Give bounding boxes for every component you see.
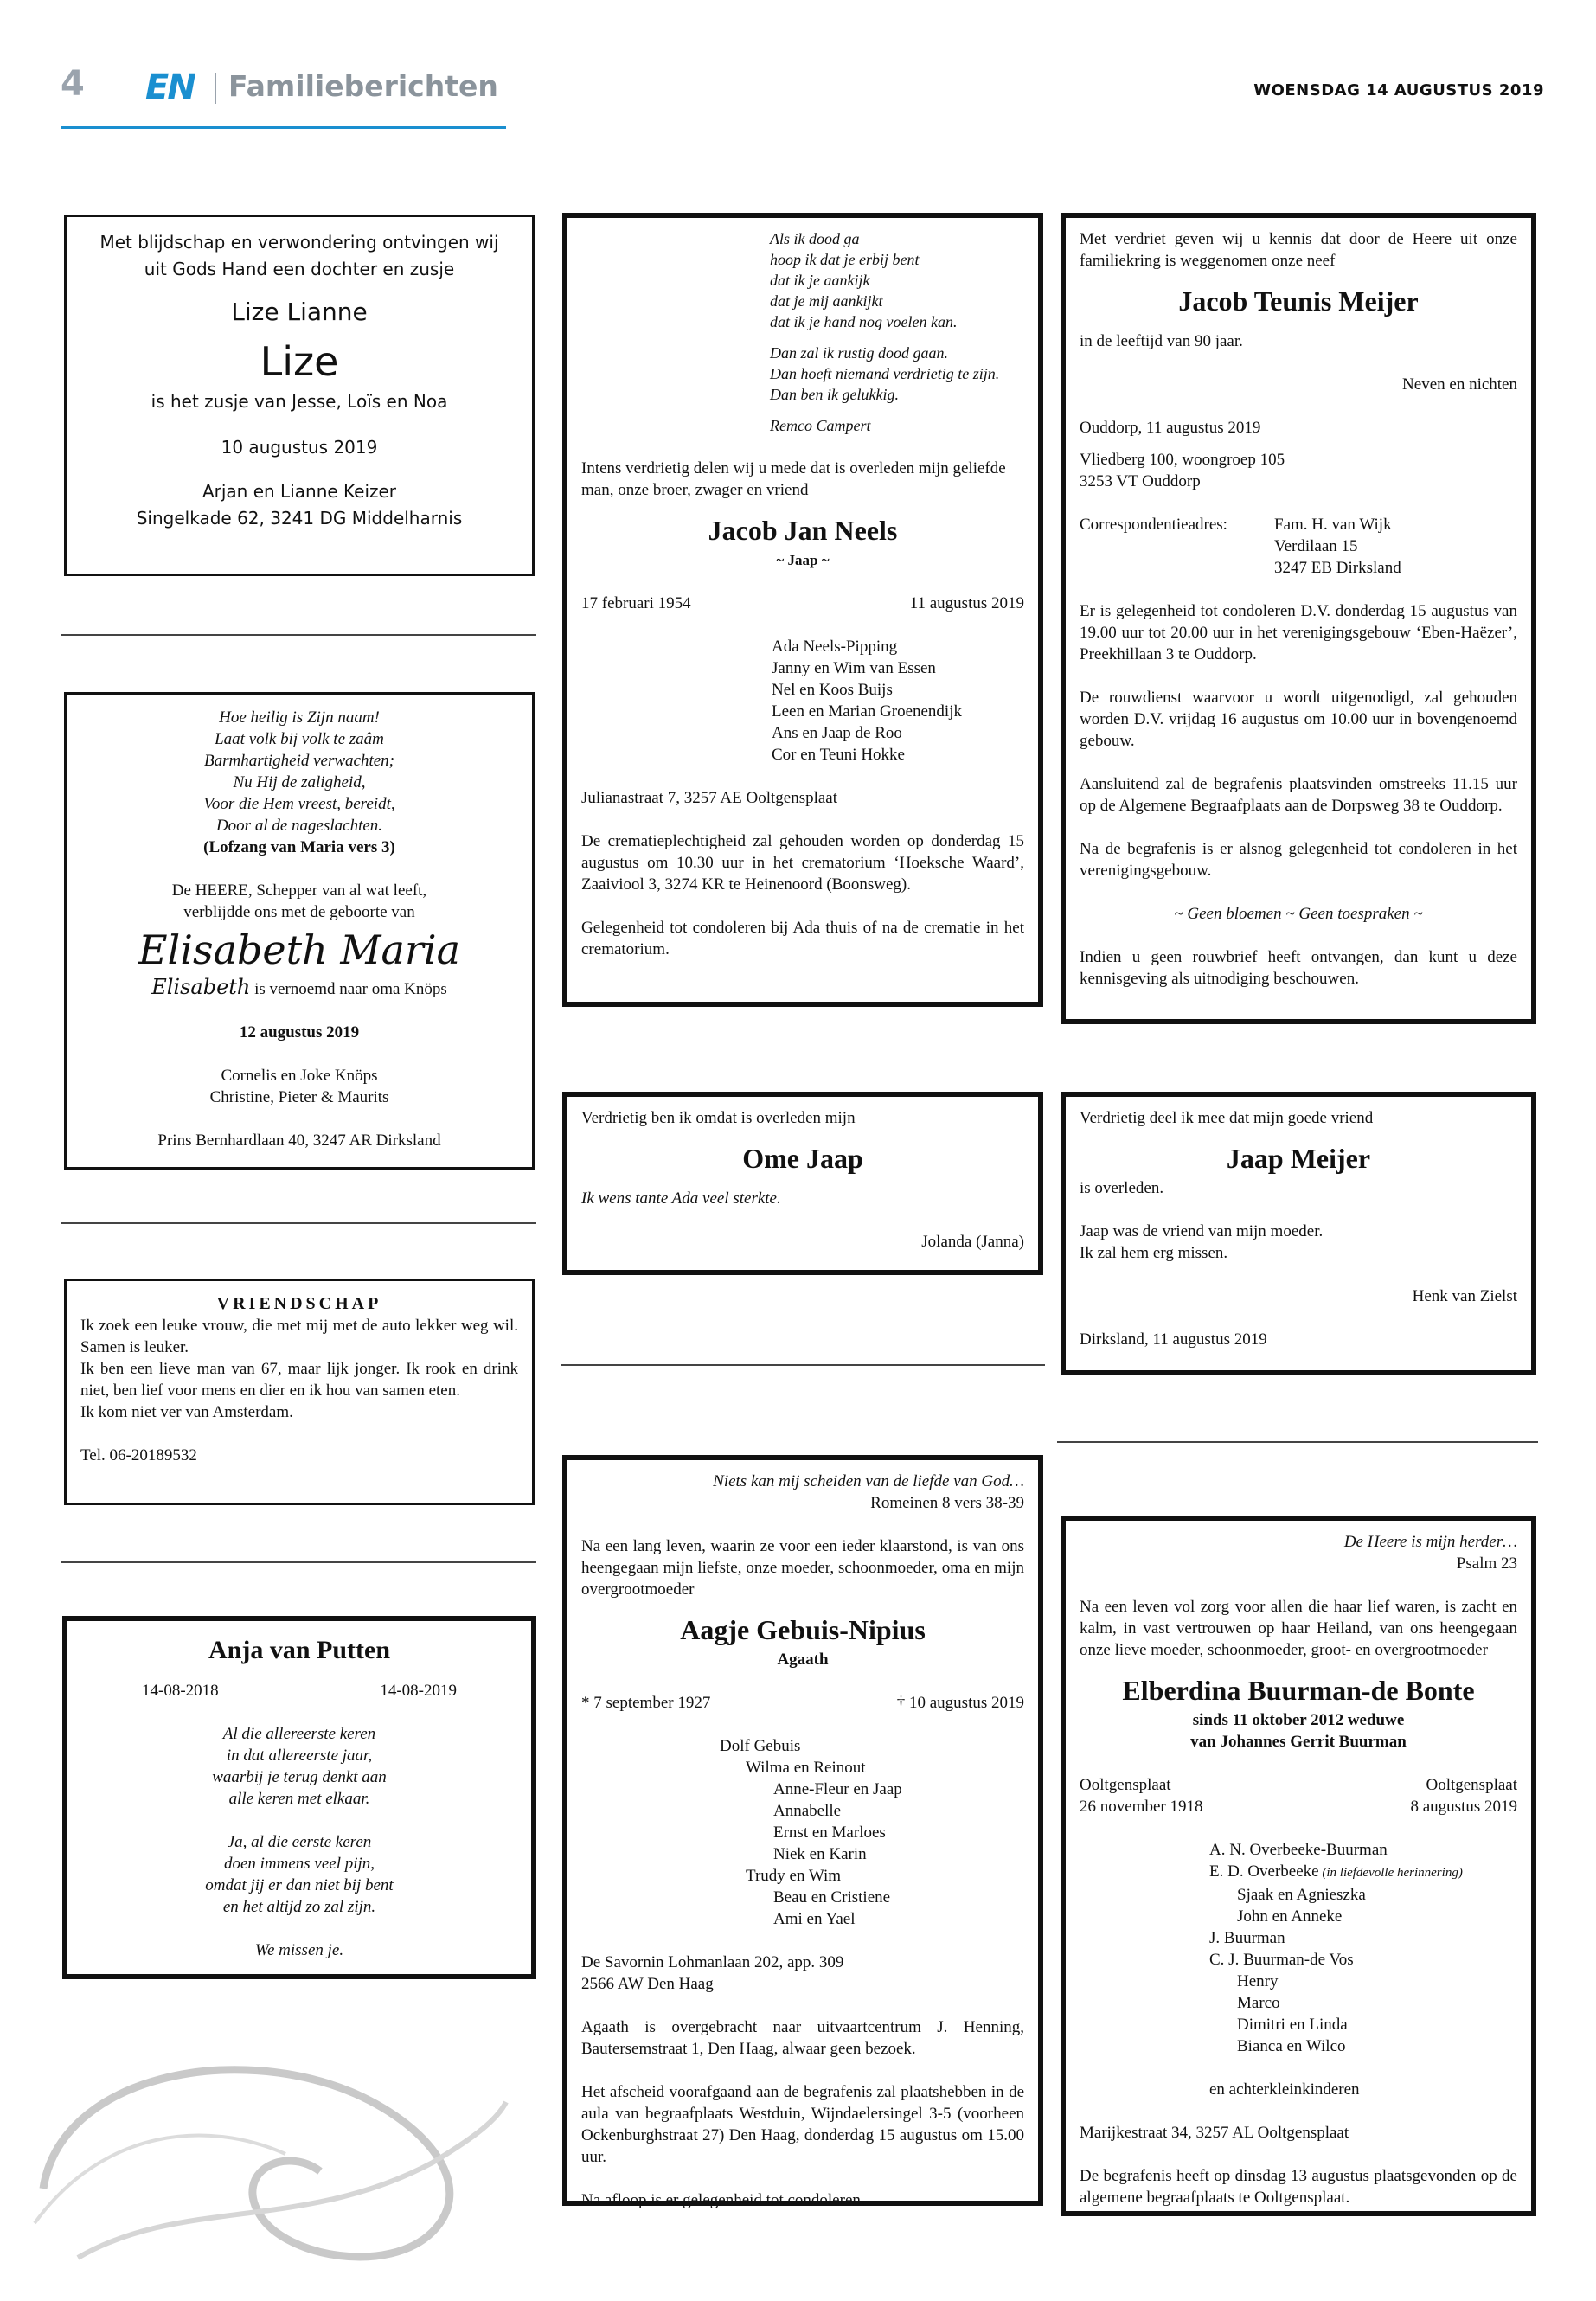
address: Julianastraat 7, 3257 AE Ooltgensplaat [581,789,838,807]
message: Ik zal hem erg missen. [1080,1244,1228,1262]
address: Singelkade 62, 3241 DG Middelharnis [136,508,463,529]
named-after [80,977,518,1000]
poem-line: Nu Hij de zaligheid, [233,773,366,792]
ad-text: Ik zoek een leuke vrouw, die met mij met de auto lekker weg wil. Samen is leuker. [80,1317,518,1356]
family-member: Ernst en Marloes [773,1823,886,1842]
family-member: C. J. Buurman-de Vos [1209,1951,1354,1969]
family-member: A. N. Overbeeke-Buurman [1209,1841,1388,1859]
poem [581,228,1024,436]
named-after-text: is vernoemd naar oma Knöps [250,980,447,998]
burial-info: De begrafenis heeft op dinsdag 13 augustus plaatsgevonden op de algemene begraafplaats te Ooltgensplaat. [1080,2167,1517,2207]
divider [61,1561,536,1563]
siblings: is het zusje van Jesse, Loïs en Noa [151,391,448,412]
intro: Na een leven vol zorg voor allen die haar lief waren, is zacht en kalm, in vast vertrouwen op haar Heiland, van ons heengegaan onze lieve moeder, schoonmoeder, groot- en overgrootmoeder [1080,1598,1517,1659]
intro-line: Met blijdschap en verwondering ontvingen wij [99,232,499,253]
header-divider [215,73,216,104]
poem-line: Barmhartigheid verwachten; [203,752,395,770]
place-date: Ouddorp, 11 augustus 2019 [1080,419,1261,437]
family-member: John en Anneke [1237,1907,1343,1926]
header-accent-line [61,126,506,129]
widow-of: van Johannes Gerrit Buurman [1190,1733,1407,1751]
poem-line: Dan ben ik gelukkig. [770,386,899,403]
address: 3253 VT Ouddorp [1080,472,1201,490]
ceremony-info: De crematieplechtigheid zal gehouden worden op donderdag 15 augustus om 10.30 uur in het crematorium ‘Hoeksche Waard’, Zaaiviool 3, 3274 KR te Heinenoord (Boonsweg). [581,832,1024,894]
intro: Verdrietig deel ik mee dat mijn goede vriend [1080,1109,1374,1127]
verse: Niets kan mij scheiden van de liefde van God… [713,1472,1024,1490]
poem-line: Door al de nageslachten. [215,817,383,835]
correspondence-address [1080,514,1517,579]
poem-line: Als ik dood ga [770,230,860,247]
no-flowers: ~ Geen bloemen ~ Geen toespraken ~ [1174,905,1423,923]
verse-reference: Romeinen 8 vers 38-39 [870,1494,1024,1512]
address: De Savornin Lohmanlaan 202, app. 309 [581,1953,844,1971]
widow-since: sinds 11 oktober 2012 weduwe [1192,1711,1405,1729]
family-member: Bianca en Wilco [1237,2037,1346,2055]
birth-notice-lize [64,215,535,576]
family-member: Trudy en Wim [746,1867,842,1885]
date-to: 14-08-2019 [380,1682,457,1700]
family-list [581,1735,1024,1930]
death-date: 8 augustus 2019 [1410,1798,1517,1816]
poem-line: Hoe heilig is Zijn naam! [219,708,380,727]
family-member: Ami en Yael [773,1910,856,1928]
family-member: Annabelle [773,1802,842,1820]
divider [61,1222,536,1224]
ad-text: Ik ben een lieve man van 67, maar lijk jonger. Ik rook en drink niet, ben lief voor mens en dier en ik hou van samen eten. [80,1360,518,1400]
grandchildren: en achterkleinkinderen [1209,2080,1360,2099]
family-member: Anne-Fleur en Jaap [773,1780,902,1798]
child-callname: Elisabeth [151,975,251,999]
intro: Verdrietig ben ik omdat is overleden mijn [581,1109,856,1127]
verse-reference: Psalm 23 [1456,1554,1517,1573]
family-member: Henry [1237,1972,1279,1990]
condolence-info: Na afloop is er gelegenheid tot condoleren. [581,2191,865,2209]
death-notice-meijer [1061,213,1536,1024]
dates [581,1692,1024,1714]
address: Vliedberg 100, woongroep 105 [1080,451,1285,469]
verse-line: alle keren met elkaar. [228,1790,370,1808]
birth-date: 26 november 1918 [1080,1798,1203,1816]
transfer-info: Agaath is overgebracht naar uitvaartcentrum J. Henning, Bautersemstraat 1, Den Haag, alwaar geen bezoek. [581,2018,1024,2058]
family-member-note: (in liefdevolle herinnering) [1318,1866,1463,1880]
personal-ad-vriendschap [64,1279,535,1505]
poem-source: (Lofzang van Maria vers 3) [203,838,395,856]
intro-line: verblijdde ons met de geboorte van [183,903,415,921]
poem-line: Voor die Hem vreest, bereidt, [203,795,395,813]
birth-notice-elisabeth [64,692,535,1170]
death-notice-neels [562,213,1043,1007]
closing-line: We missen je. [254,1941,344,1959]
poem-line: dat ik je hand nog voelen kan. [770,313,958,330]
poem-line: dat ik je aankijk [770,272,870,289]
family-member: Nel en Koos Buijs [772,681,893,699]
farewell-info: Het afscheid voorafgaand aan de begrafenis zal plaatshebben in de aula van begraafplaats Westduin, Wijndaelersingel 3-5 (voorheen Ockenburghstraat 27) Den Haag, donderdag 15 augustus om 15.00 uur. [581,2083,1024,2166]
verse: De Heere is mijn herder… [1343,1533,1517,1551]
family-member: Ada Neels-Pipping [772,638,898,656]
child-full-name: Lize Lianne [231,298,368,326]
correspondence-line: Verdilaan 15 [1274,537,1358,555]
signed-by: Neven en nichten [1402,375,1517,394]
poem-line: Dan hoeft niemand verdrietig te zijn. [770,365,1000,382]
phone-number: Tel. 06-20189532 [80,1446,197,1465]
address: Prins Bernhardlaan 40, 3247 AR Dirksland [157,1131,441,1150]
family-member: J. Buurman [1209,1929,1285,1947]
birth-place: Ooltgensplaat [1080,1776,1171,1794]
death-date: † 10 augustus 2019 [896,1694,1024,1712]
newspaper-logo: EN [145,67,195,107]
poet: Remco Campert [770,417,871,434]
family-member: Sjaak en Agnieszka [1237,1886,1366,1904]
sender: Henk van Zielst [1412,1287,1517,1305]
family-member: Beau en Cristiene [773,1888,891,1907]
poem-line: dat je mij aankijkt [770,292,883,310]
passed-text: is overleden. [1080,1179,1164,1197]
verse-line: en het altijd zo zal zijn. [222,1898,376,1916]
deceased-name: Elberdina Buurman-de Bonte [1122,1675,1475,1706]
condolence-ome-jaap [562,1092,1043,1275]
condolence-info: Er is gelegenheid tot condoleren D.V. donderdag 15 augustus van 19.00 uur tot 20.00 uur in het verenigingsgebouw ‘Eben-Haëzer’, Preekhillaan 3 te Ouddorp. [1080,602,1517,663]
death-notice-buurman [1061,1516,1536,2216]
burial-info: Aansluitend zal de begrafenis plaatsvinden omstreeks 11.15 uur op de Algemene Begraafplaats aan de Dorpsweg 38 te Ouddorp. [1080,775,1517,815]
callname: Agaath [777,1650,829,1669]
verse-line: Ja, al die eerste keren [227,1833,372,1851]
after-burial-info: Na de begrafenis is er alsnog gelegenheid tot condoleren in het verenigingsgebouw. [1080,840,1517,880]
place-date: Dirksland, 11 augustus 2019 [1080,1330,1267,1349]
intro: Met verdriet geven wij u kennis dat door de Heere uit onze familiekring is weggenomen onze neef [1080,230,1517,270]
service-info: De rouwdienst waarvoor u wordt uitgenodigd, zal gehouden worden D.V. vrijdag 16 augustus om 10.00 uur in bovengenoemd gebouw. [1080,689,1517,750]
family-member: Wilma en Reinout [746,1759,866,1777]
correspondence-line: Fam. H. van Wijk [1274,516,1392,534]
deceased-name: Ome Jaap [742,1143,863,1174]
memorial-anja [62,1616,536,1979]
divider [1057,1441,1538,1443]
address: 2566 AW Den Haag [581,1975,714,1993]
family-member: Niek en Karin [773,1845,867,1863]
address: Marijkestraat 34, 3257 AL Ooltgensplaat [1080,2124,1349,2142]
birth-date: * 7 september 1927 [581,1694,711,1712]
family-member-name: E. D. Overbeeke [1209,1862,1319,1881]
date-from: 14-08-2018 [142,1682,219,1700]
condolence-info: Gelegenheid tot condoleren bij Ada thuis of na de crematie in het crematorium. [581,919,1024,958]
verse-line: in dat allereerste jaar, [226,1747,373,1765]
divider [61,634,536,636]
child-name: Elisabeth Maria [138,926,461,973]
child-name: Lize [260,338,339,385]
death-notice-gebuis [562,1455,1043,2209]
message: Jaap was de vriend van mijn moeder. [1080,1222,1324,1240]
death-place: Ooltgensplaat [1426,1776,1517,1794]
verse-line: omdat jij er dan niet bij bent [205,1876,394,1894]
age: in de leeftijd van 90 jaar. [1080,332,1243,350]
verse-line: doen immens veel pijn, [223,1855,375,1873]
page-number: 4 [61,64,85,104]
intro-line: uit Gods Hand een dochter en zusje [144,259,455,279]
family-member: Ans en Jaap de Roo [772,724,902,742]
sender: Jolanda (Janna) [921,1233,1024,1251]
deceased-name: Jacob Teunis Meijer [1178,285,1419,317]
birth-death [1080,1774,1517,1817]
decorative-swirl-icon [26,2024,510,2284]
divider [561,1364,1045,1366]
intro-line: De HEERE, Schepper van al wat leeft, [171,881,427,900]
issue-date: WOENSDAG 14 AUGUSTUS 2019 [1253,81,1544,99]
birth-date: 10 augustus 2019 [221,437,378,458]
family-member: Janny en Wim van Essen [772,659,936,677]
family-list [1080,1839,1517,2100]
notice-text: Indien u geen rouwbrief heeft ontvangen, dan kunt u deze kennisgeving als uitnodiging beschouwen. [1080,948,1517,988]
section-title: Familieberichten [228,69,498,103]
family-member: Dolf Gebuis [720,1737,801,1755]
family-member [1209,1861,1517,1884]
nickname: ~ Jaap ~ [776,552,830,568]
deceased-name: Aagje Gebuis-Nipius [680,1614,926,1645]
ad-text: Ik kom niet ver van Amsterdam. [80,1403,293,1421]
siblings: Christine, Pieter & Maurits [209,1088,389,1106]
birth-date: 17 februari 1954 [581,594,691,612]
dates [81,1680,517,1702]
intro: Intens verdrietig delen wij u mede dat is overleden mijn geliefde man, onze broer, zwager en vriend [581,459,1006,499]
condolence-jaap-meijer [1061,1092,1536,1375]
correspondence-line: 3247 EB Dirksland [1274,559,1401,577]
family-member: Marco [1237,1994,1280,2012]
family-member: Leen en Marian Groenendijk [772,702,962,721]
death-date: 11 augustus 2019 [909,594,1024,612]
intro: Na een lang leven, waarin ze voor een ieder klaarstond, is van ons heengegaan mijn liefste, onze moeder, schoonmoeder, oma en mijn overgrootmoeder [581,1537,1024,1599]
poem-line: Dan zal ik rustig dood gaan. [770,344,949,362]
parents: Cornelis en Joke Knöps [221,1067,378,1085]
family-member: Dimitri en Linda [1237,2016,1348,2034]
dates [581,593,1024,614]
verse-line: Al die allereerste keren [222,1725,376,1743]
verse-line: waarbij je terug denkt aan [212,1768,387,1786]
deceased-name: Anja van Putten [208,1636,390,1664]
family-member: Cor en Teuni Hokke [772,746,905,764]
family-list [581,636,1024,766]
ad-title: VRIENDSCHAP [216,1294,382,1313]
poem-line: Laat volk bij volk te zaâm [215,730,384,748]
correspondence-label: Correspondentieadres: [1080,516,1227,534]
verse [81,1723,517,1961]
birth-date: 12 augustus 2019 [239,1023,360,1042]
deceased-name: Jacob Jan Neels [708,515,898,546]
poem [80,707,518,836]
parents: Arjan en Lianne Keizer [202,481,397,502]
poem-line: hoop ik dat je erbij bent [770,251,920,268]
deceased-name: Jaap Meijer [1226,1143,1371,1174]
message: Ik wens tante Ada veel sterkte. [581,1189,781,1208]
